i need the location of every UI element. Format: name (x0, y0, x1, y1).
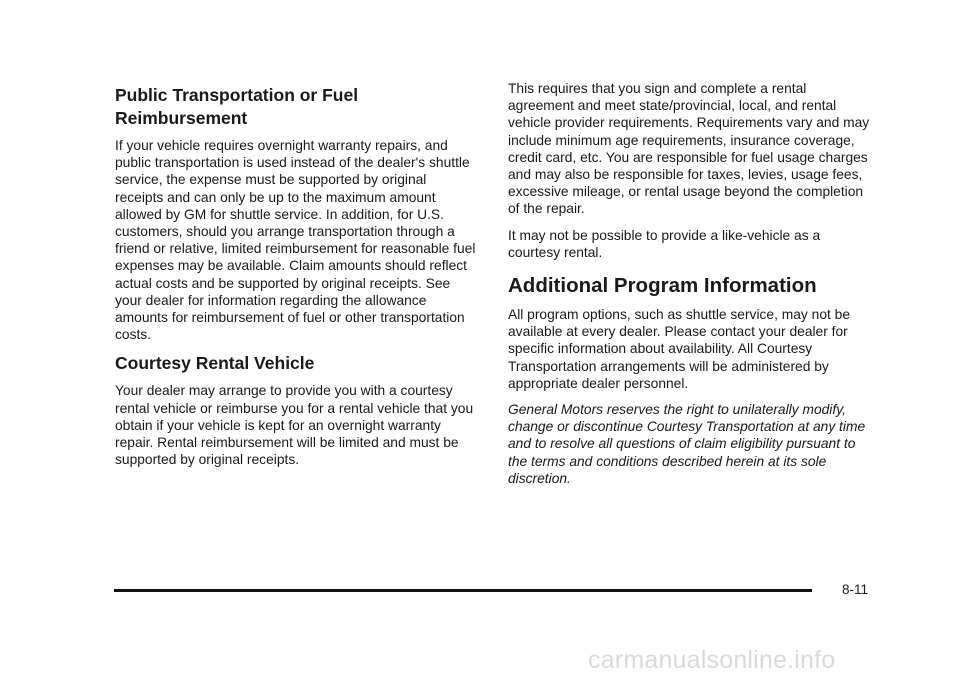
footer-rule (114, 589, 812, 592)
heading-additional-program: Additional Program Information (508, 274, 817, 298)
heading-courtesy-rental: Courtesy Rental Vehicle (115, 353, 315, 374)
paragraph-public-transportation: If your vehicle requires overnight warranty repairs, and public transportation is used instead of the dealer's shuttle service, the expense must be supported by original receipts and can only be up to the maximum amount allowed by GM for shuttle service. In addition, for U.S. customers, should you arrange transportation through a friend or relative, limited reimbursement for reasonable fuel expenses may be available. Claim amounts should reflect actual costs and be supported by original receipts. See your dealer for information regarding the allowance amounts for reimbursement of fuel or other transportation costs. (115, 138, 476, 343)
page-number: 8-11 (842, 582, 869, 597)
paragraph-courtesy-rental: Your dealer may arrange to provide you with a courtesy rental vehicle or reimburse you for a rental vehicle that you obtain if your vehicle is kept for an overnight warranty repair. Rental reimbursement will be limited and must be supported by original receipts. (115, 383, 474, 468)
left-column (115, 84, 477, 477)
paragraph-rental-requirements: This requires that you sign and complete a rental agreement and meet state/provincial, local, and rental vehicle provider requirements. Requirements vary and may include minimum age requirements, insurance coverage, credit card, etc. You are responsible for fuel usage charges and may also be responsible for taxes, levies, usage fees, excessive mileage, or rental usage beyond the completion of the repair. (508, 81, 870, 217)
watermark: carmanualsonline.info (588, 646, 836, 674)
paragraph-gm-reserves: General Motors reserves the right to unilaterally modify, change or discontinue Courtesy Transportation at any time and to resolve all questions of claim eligibility pursuant to the terms and conditions described herein at its sole discretion. (508, 402, 866, 486)
right-column (508, 80, 870, 496)
paragraph-like-vehicle: It may not be possible to provide a like-vehicle as a courtesy rental. (508, 227, 821, 260)
heading-public-transportation: Public Transportation or Fuel Reimbursement (115, 85, 359, 128)
paragraph-program-options: All program options, such as shuttle service, may not be available at every dealer. Please contact your dealer for specific information about availability. All Courtesy Transportation arrangements will be administered by appropriate dealer personnel. (508, 307, 851, 391)
